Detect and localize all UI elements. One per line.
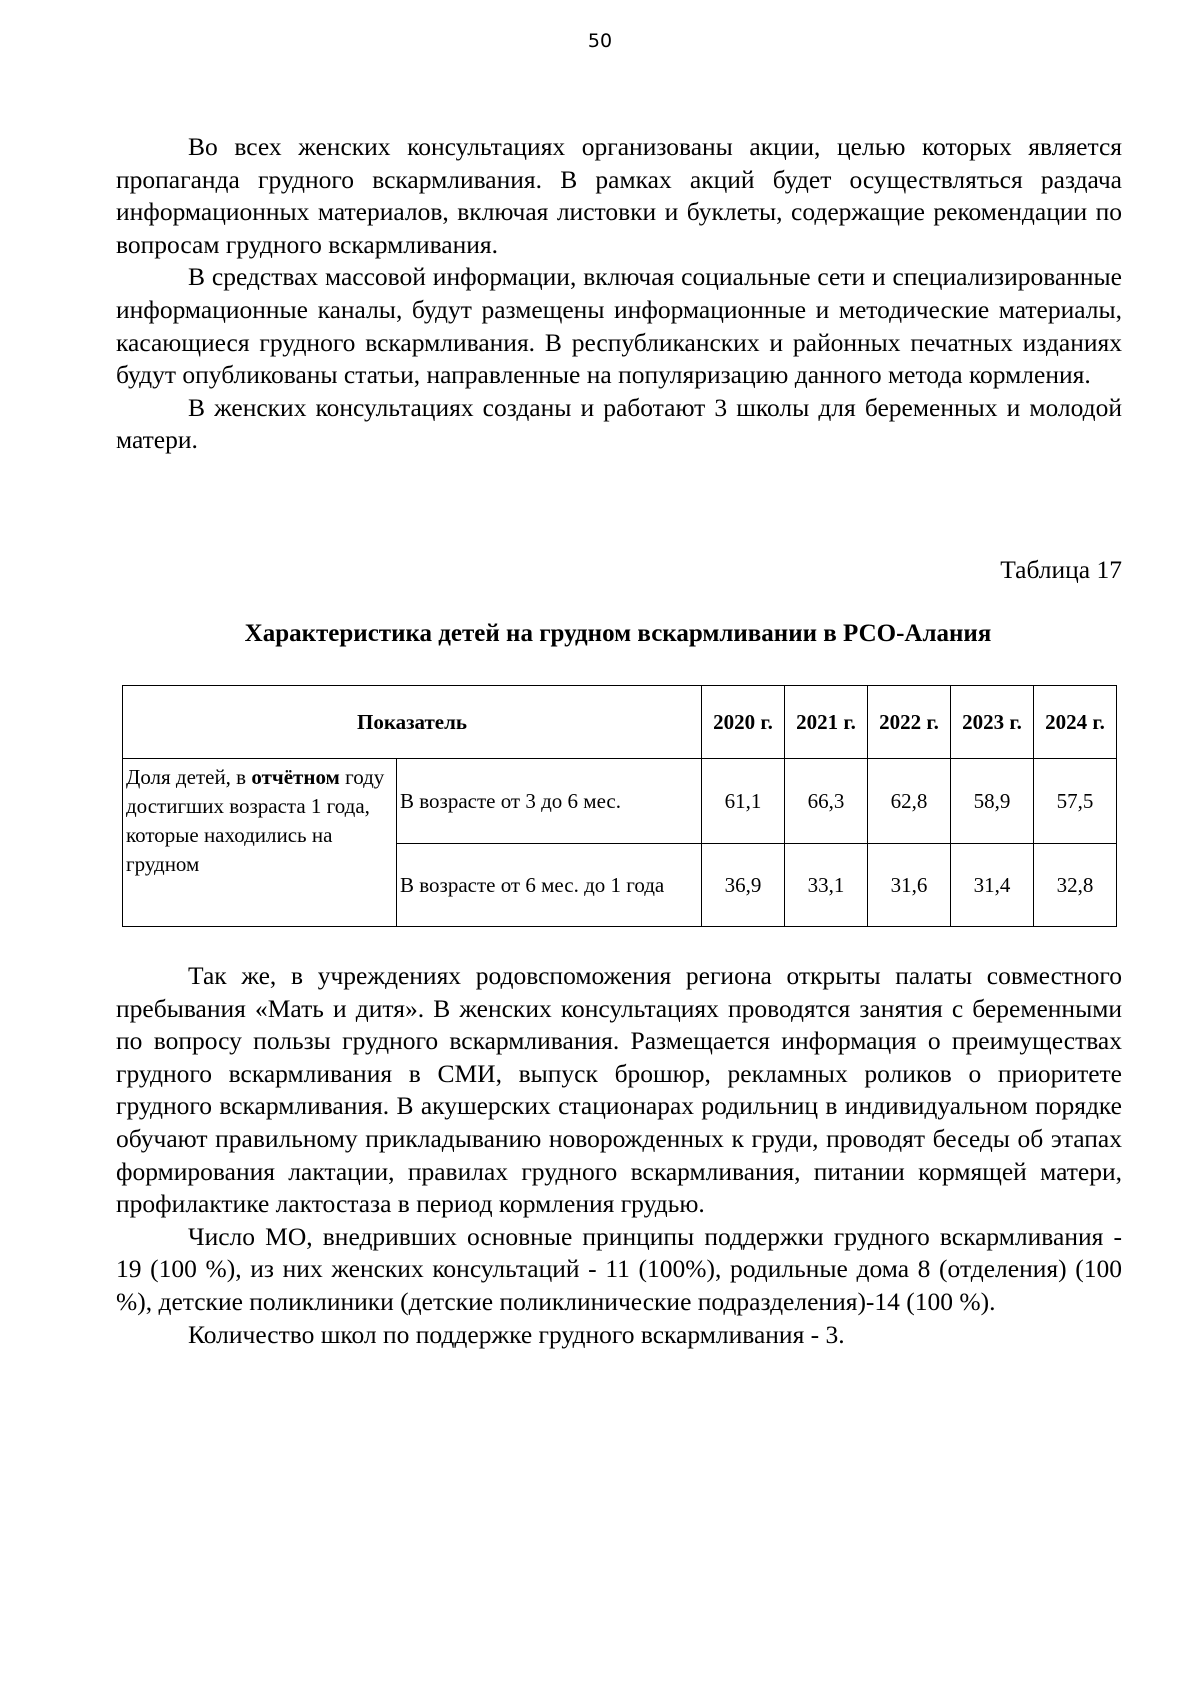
- page-number: 50: [587, 30, 613, 52]
- age-label: В возрасте от 3 до 6 мес.: [397, 759, 702, 844]
- paragraph-mass-media: В средствах массовой информации, включая социальные сети и специализированные информационные каналы, будут размещены информационные и методические материалы, касающиеся грудного вскармливания. В республиканских и районных печатных изданиях будут опубликованы статьи, направленные на популяризацию данного метода кормления.: [116, 262, 1122, 390]
- row-group-label-bold: отчётном: [251, 765, 340, 789]
- table-cell: 31,4: [951, 844, 1034, 927]
- table-cell: 58,9: [951, 759, 1034, 844]
- table-header-row: [123, 686, 1117, 759]
- table-title: Характеристика детей на грудном вскармливании в РСО-Алания: [244, 620, 992, 647]
- table-cell: 36,9: [702, 844, 785, 927]
- table-cell: 61,1: [702, 759, 785, 844]
- paragraph-schools: В женских консультациях созданы и работают 3 школы для беременных и молодой матери.: [116, 392, 1122, 455]
- table-label: Таблица 17: [1000, 555, 1122, 584]
- paragraph-promotion-actions: Во всех женских консультациях организованы акции, целью которых является пропаганда грудного вскармливания. В рамках акций будет осуществляться раздача информационных материалов, включая листовки и буклеты, содержащие рекомендации по вопросам грудного вскармливания.: [116, 132, 1122, 259]
- table-cell: 33,1: [785, 844, 868, 927]
- table-cell: 57,5: [1034, 759, 1117, 844]
- row-group-label: [123, 759, 397, 927]
- table-cell: 66,3: [785, 759, 868, 844]
- paragraph-school-count: Количество школ по поддержке грудного вскармливания - 3.: [188, 1319, 845, 1349]
- table-cell: 32,8: [1034, 844, 1117, 927]
- row-group-label-end: году достигших возраста 1 года, которые находились на грудном: [126, 765, 385, 876]
- paragraph-maternity-wards: Так же, в учреждениях родовспоможения региона открыты палаты совместного пребывания «Мать и дитя». В женских консультациях проводятся занятия с беременными по вопросу пользы грудного вскармливания. Размещается информация о преимуществах грудного вскармливания в СМИ, выпуск брошюр, рекламных роликов о приоритете грудного вскармливания. В акушерских стационарах родильниц в индивидуальном порядке обучают правильному прикладыванию новорожденных к груди, проводят беседы об этапах формирования лактации, правилах грудного вскармливания, питании кормящей матери, профилактике лактостаза в период кормления грудью.: [116, 961, 1122, 1219]
- table-row: [123, 759, 1117, 844]
- row-group-label-start: Доля детей, в: [126, 765, 252, 789]
- table-cell: 31,6: [868, 844, 951, 927]
- header-year-2024: 2024 г.: [1034, 686, 1117, 759]
- header-year-2023: 2023 г.: [951, 686, 1034, 759]
- header-year-2021: 2021 г.: [785, 686, 868, 759]
- breastfeeding-table: [122, 685, 1117, 927]
- header-indicator: Показатель: [123, 686, 702, 759]
- bottom-text-block: [116, 960, 1122, 1351]
- paragraph-mo-count: Число МО, внедривших основные принципы поддержки грудного вскармливания - 19 (100 %), из них женских консультаций - 11 (100%), родильные дома 8 (отделения) (100 %), детские поликлиники (детские поликлинические подразделения)-14 (100 %).: [116, 1221, 1122, 1316]
- table-cell: 62,8: [868, 759, 951, 844]
- header-year-2020: 2020 г.: [702, 686, 785, 759]
- age-label: В возрасте от 6 мес. до 1 года: [397, 844, 702, 927]
- top-text-block: [116, 131, 1122, 457]
- header-year-2022: 2022 г.: [868, 686, 951, 759]
